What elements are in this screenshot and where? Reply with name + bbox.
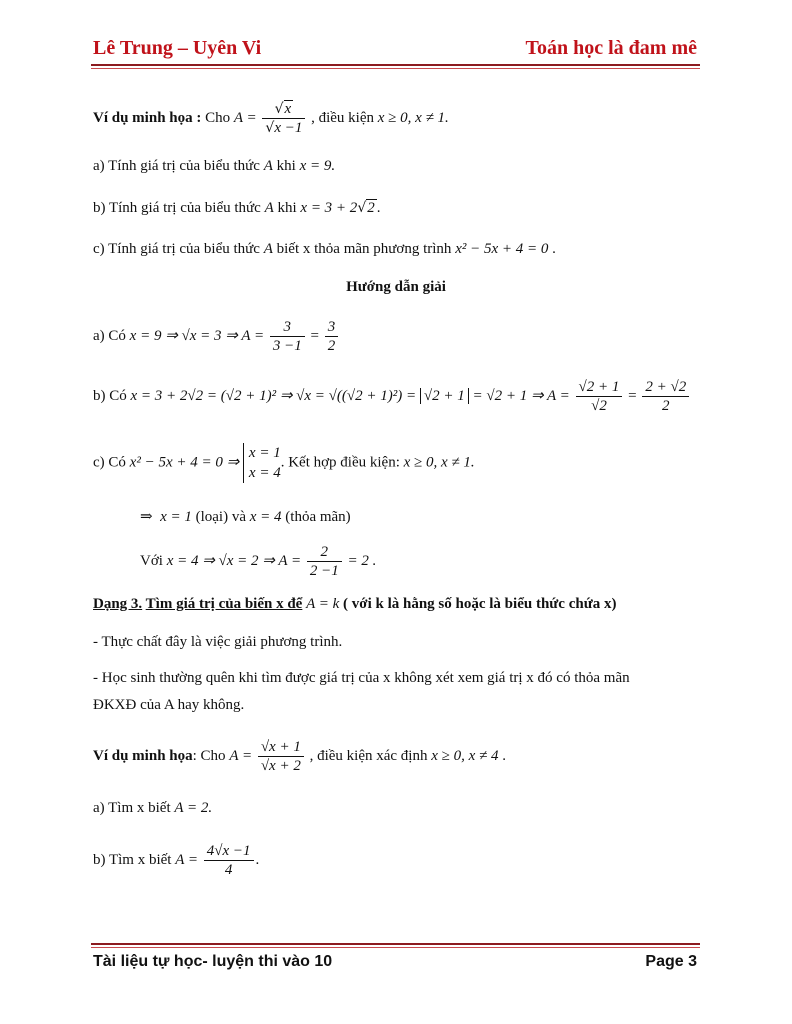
section-dang-3-rest: ( với k là hằng số hoặc là biểu thức chứa x) xyxy=(343,596,617,612)
example-2-statement xyxy=(93,738,506,775)
solution-a-f1-den: 3 −1 xyxy=(272,338,302,354)
solution-c-line3-text: Với xyxy=(140,552,163,569)
example-1-numerator: x xyxy=(284,101,292,117)
dang-3-point-2-cont: ĐKXĐ của A hay không. xyxy=(93,697,245,713)
solution-c-line3-math: x = 4 ⇒ √x = 2 ⇒ A = xyxy=(166,552,302,569)
solution-a-fraction-1 xyxy=(270,318,305,355)
example-2-question-b-num: 4√x −1 xyxy=(204,842,254,861)
example-2-condition-end: . xyxy=(498,747,507,764)
question-c-var: A xyxy=(263,241,273,257)
example-1-question-c xyxy=(93,241,556,258)
section-dang-3-title: Tìm giá trị của biến x để xyxy=(145,596,303,612)
example-2-fraction xyxy=(258,738,304,775)
example-1-fraction: $\frac{√x}{√x -1}$ xyxy=(262,100,305,137)
section-dang-3-math: A = k xyxy=(306,596,340,612)
solution-c-line3-num: 2 xyxy=(307,543,342,562)
example-2-question-a-math: A = 2. xyxy=(174,800,213,816)
solution-c-root-1: x = 1 xyxy=(248,445,281,461)
page-number: Page 3 xyxy=(645,953,697,970)
question-c-rest: biết x thỏa mãn phương trình xyxy=(276,241,452,257)
question-b-khi: khi xyxy=(277,200,297,216)
solution-a-f2-num: 3 xyxy=(325,318,339,337)
solution-c-line2-m2: x = 4 xyxy=(249,509,282,525)
solution-a-f2-den: 2 xyxy=(327,338,336,354)
example-2-question-a-text: a) Tìm x biết xyxy=(93,800,171,816)
solution-c-line2-m1: x = 1 xyxy=(160,509,192,525)
solution-a-fraction-2 xyxy=(325,318,339,355)
example-2-denominator: √x + 2 xyxy=(260,758,301,774)
solution-c-math: x² − 5x + 4 = 0 ⇒ xyxy=(129,454,240,471)
solution-a xyxy=(93,318,340,355)
header-motto: Toán học là đam mê xyxy=(525,37,697,59)
example-2-question-a xyxy=(93,800,212,817)
solution-c-line2-t1: (loại) và xyxy=(195,509,246,525)
header-rule-thin xyxy=(91,68,700,69)
solution-a-eq: = xyxy=(310,327,319,344)
solution-b-f1-den: √2 xyxy=(591,398,607,414)
solution-a-prefix: a) Có xyxy=(93,327,126,344)
question-c-end: . xyxy=(548,241,556,257)
example-1-condition-math: x ≥ 0, x ≠ 1. xyxy=(377,109,449,126)
example-2-cho: : Cho xyxy=(192,747,226,764)
example-2-numerator: √x + 1 xyxy=(258,738,304,757)
solution-c-root-2: x = 4 xyxy=(248,465,281,481)
footer-title: Tài liệu tự học- luyện thi vào 10 xyxy=(93,953,333,970)
question-b-text: b) Tính giá trị của biểu thức xyxy=(93,200,261,216)
solution-a-f1-num: 3 xyxy=(270,318,305,337)
solution-b-f2-num: 2 + √2 xyxy=(642,378,689,397)
solution-b-abs: √2 + 1 xyxy=(420,388,469,404)
footer-rule-thin xyxy=(91,947,700,948)
solution-b-eq: = xyxy=(628,387,637,404)
solution-b xyxy=(93,378,691,415)
question-b-radicand: 2 xyxy=(367,200,375,216)
solution-b-fraction-2 xyxy=(642,378,689,415)
footer-rule xyxy=(91,943,700,945)
question-a-text: a) Tính giá trị của biểu thức xyxy=(93,158,260,174)
question-a-khi: khi xyxy=(276,158,296,174)
example-2-question-b-math: A = xyxy=(175,851,198,868)
example-2-question-b-fraction xyxy=(204,842,254,879)
dang-3-point-1: - Thực chất đây là việc giải phương trình. xyxy=(93,634,343,650)
header-author: Lê Trung – Uyên Vi xyxy=(93,37,262,59)
example-1-cho: Cho xyxy=(205,109,231,126)
example-2-question-b-text: b) Tìm x biết xyxy=(93,851,172,868)
example-2-question-b xyxy=(93,842,259,879)
question-b-end: . xyxy=(376,200,381,216)
question-c-text: c) Tính giá trị của biểu thức xyxy=(93,241,260,257)
example-2-question-b-end: . xyxy=(255,851,260,868)
question-a-var: A xyxy=(263,158,273,174)
example-1-label: Ví dụ minh họa : xyxy=(93,109,202,126)
section-dang-3-label: Dạng 3. xyxy=(93,596,143,612)
solution-c-line2-t2: (thỏa mãn) xyxy=(285,509,351,525)
solution-c-line3-den: 2 −1 xyxy=(309,563,339,579)
section-dang-3 xyxy=(93,596,616,613)
solution-c-system xyxy=(243,443,281,483)
dang-3-point-2: - Học sinh thường quên khi tìm được giá trị của x không xét xem giá trị x đó có thỏa mãn xyxy=(93,670,630,686)
example-1-denominator: x −1 xyxy=(274,120,303,136)
solution-b-prefix: b) Có xyxy=(93,387,127,404)
example-2-condition: , điều kiện xác định xyxy=(309,747,428,764)
example-2-a-eq: A = xyxy=(229,747,253,764)
solution-c-line3-fraction xyxy=(307,543,342,580)
solution-b-math-1: x = 3 + 2√2 = (√2 + 1)² ⇒ √x = √((√2 + 1)²) = xyxy=(130,387,417,404)
header-rule xyxy=(91,64,700,66)
example-1-statement xyxy=(93,100,449,137)
solution-b-math-2: = √2 + 1 ⇒ A = xyxy=(472,387,570,404)
solution-c-prefix: c) Có xyxy=(93,454,126,471)
example-1-a-eq: A = xyxy=(233,109,257,126)
question-a-math: x = 9. xyxy=(299,158,336,174)
solution-a-math: x = 9 ⇒ √x = 3 ⇒ A = xyxy=(129,327,265,344)
question-b-math: x = 3 + 2 xyxy=(300,200,358,216)
implies-arrow: ⇒ xyxy=(140,509,153,525)
solution-b-f2-den: 2 xyxy=(662,398,670,414)
solution-c-line-2 xyxy=(140,507,351,526)
solution-c xyxy=(93,443,475,483)
solution-c-cond: x ≥ 0, x ≠ 1. xyxy=(403,454,475,471)
solution-b-f1-num: √2 + 1 xyxy=(576,378,623,397)
example-1-question-a xyxy=(93,158,335,175)
example-1-condition: , điều kiện xyxy=(311,109,375,126)
example-2-condition-math: x ≥ 0, x ≠ 4 xyxy=(431,747,499,764)
solution-title: Hướng dẫn giải xyxy=(346,279,446,295)
solution-c-line-3 xyxy=(140,543,376,580)
solution-c-line3-end: = 2 . xyxy=(347,552,377,569)
question-c-math: x² − 5x + 4 = 0 xyxy=(455,241,549,257)
example-2-question-b-den: 4 xyxy=(224,862,233,878)
question-b-var: A xyxy=(264,200,274,216)
solution-b-fraction-1 xyxy=(576,378,623,415)
example-1-question-b: b) Tính giá trị của biểu thức A khi x = 3 + 2√2 . xyxy=(93,200,381,216)
solution-c-rest: . Kết hợp điều kiện: xyxy=(280,454,400,471)
example-2-label: Ví dụ minh họa xyxy=(93,747,193,764)
